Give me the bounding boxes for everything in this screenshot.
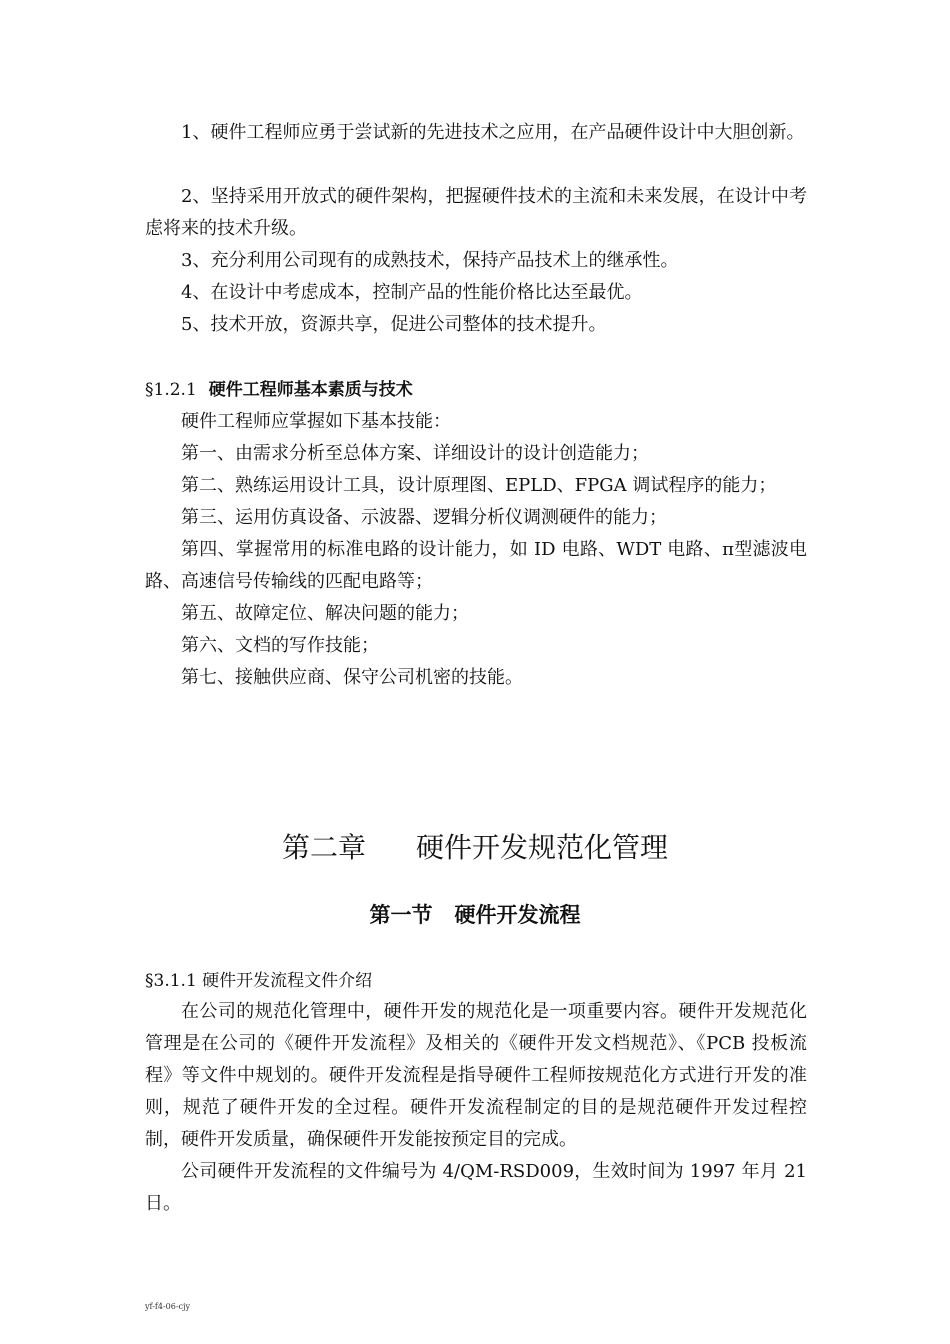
skill-item-3: 第三、运用仿真设备、示波器、逻辑分析仪调测硬件的能力； <box>181 507 667 528</box>
skill-item-7: 第七、接触供应商、保守公司机密的技能。 <box>181 667 523 688</box>
section-121-title: 硬件工程师基本素质与技术 <box>208 380 413 400</box>
section-number: 第一节 <box>369 903 433 927</box>
section-311-paragraph-1: 在公司的规范化管理中，硬件开发的规范化是一项重要内容。硬件开发规范化管理是在公司的《硬件开发流程》及相关的《硬件开发文档规范》、《PCB 投板流程》等文件中规划的。硬件开发流程是指导硬件工程师按规范化方式进行开发的准则，规范了硬件开发的全过程。硬件开发流程制定的目的是规范硬件开发过程控制，硬件开发质量，确保硬件开发能按预定目的完成。 <box>145 1001 807 1150</box>
section-121-heading <box>145 376 413 404</box>
section-311-paragraph-2: 公司硬件开发流程的文件编号为 4/QM-RSD009，生效时间为 1997 年月 21 日。 <box>145 1161 807 1214</box>
skills-lead: 硬件工程师应掌握如下基本技能： <box>181 411 451 432</box>
skill-item-2: 第二、熟练运用设计工具，设计原理图、EPLD、FPGA 调试程序的能力； <box>181 475 777 496</box>
section-title: 硬件开发流程 <box>454 903 581 927</box>
section-121-number: §1.2.1 <box>145 380 197 400</box>
intro-item-2: 2、坚持采用开放式的硬件架构，把握硬件技术的主流和未来发展，在设计中考虑将来的技术升级。 <box>145 186 807 239</box>
skill-item-5: 第五、故障定位、解决问题的能力； <box>181 603 469 624</box>
skill-item-1: 第一、由需求分析至总体方案、详细设计的设计创造能力； <box>181 443 649 464</box>
chapter-title: 硬件开发规范化管理 <box>416 831 669 864</box>
chapter-number: 第二章 <box>281 831 366 864</box>
intro-item-1: 1、硬件工程师应勇于尝试新的先进技术之应用，在产品硬件设计中大胆创新。 <box>181 122 805 143</box>
intro-item-3: 3、充分利用公司现有的成熟技术，保持产品技术上的继承性。 <box>181 250 679 271</box>
skill-item-6: 第六、文档的写作技能； <box>181 635 379 656</box>
footer-code: yf-f4-06-cjy <box>145 1302 191 1311</box>
skill-item-4: 第四、掌握常用的标准电路的设计能力，如 ID 电路、WDT 电路、π型滤波电路、高速信号传输线的匹配电路等； <box>145 539 807 592</box>
section-311-heading: §3.1.1 硬件开发流程文件介绍 <box>145 971 373 991</box>
section-heading <box>0 899 950 931</box>
chapter-heading <box>0 828 950 868</box>
intro-item-5: 5、技术开放，资源共享，促进公司整体的技术提升。 <box>181 314 607 335</box>
intro-item-4: 4、在设计中考虑成本，控制产品的性能价格比达至最优。 <box>181 282 643 303</box>
